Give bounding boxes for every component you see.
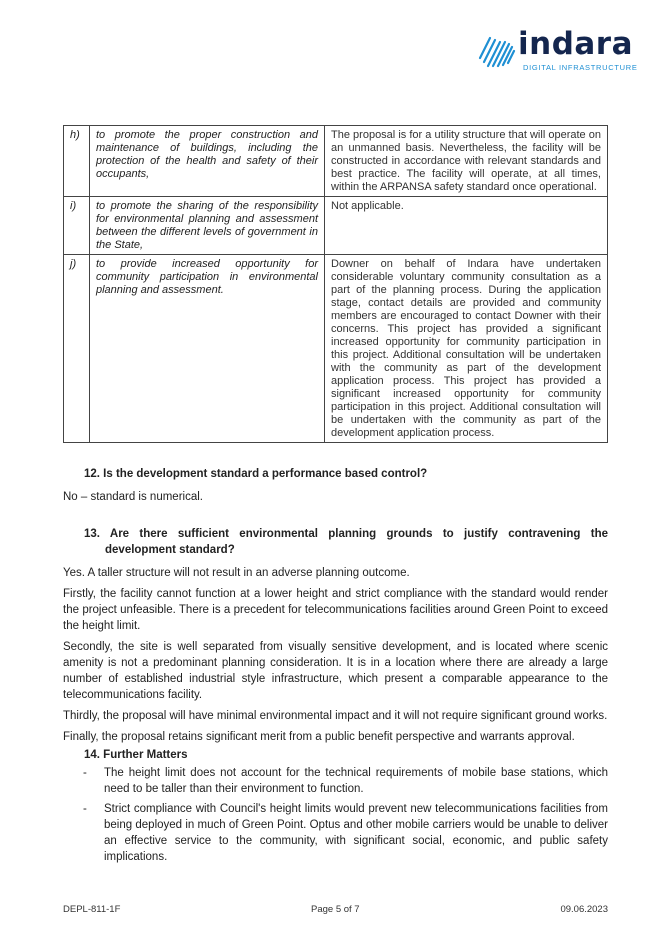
question-12-section [63, 466, 608, 510]
indara-logo [478, 26, 638, 72]
criterion-text: to promote the sharing of the responsibility for environmental planning and assessment between the different levels of government in the State, [90, 197, 325, 255]
question-12-heading: 12. Is the development standard a performance based control? [84, 468, 428, 480]
page-number: Page 5 of 7 [311, 904, 360, 915]
response-text: The proposal is for a utility structure that will operate on an unmanned basis. Nevertheless, the facility will be constructed in accordance with relevant standards and best practice. The facility will operate, at all times, within the ARPANSA safety standard once operational. [325, 126, 608, 197]
table-row [64, 126, 608, 197]
row-label: i) [64, 197, 90, 255]
question-12-answer: No – standard is numerical. [63, 491, 203, 503]
criteria-table [63, 125, 608, 443]
question-14-section [63, 747, 608, 869]
brand-tagline: DIGITAL INFRASTRUCTURE [523, 63, 638, 72]
question-13-section [63, 526, 608, 750]
further-matters-list [63, 765, 608, 865]
criterion-text: to provide increased opportunity for community participation in environmental planning and assessment. [90, 255, 325, 443]
question-13-paragraph: Firstly, the facility cannot function at a lower height and strict compliance with the standard would render the project unfeasible. There is a precedent for telecommunications facilities around Green Point to exceed the height limit. [63, 588, 608, 632]
list-item: - Strict compliance with Council's height limits would prevent new telecommunications facilities from being deployed in much of Green Point. Optus and other mobile carriers would be unable to deliver an effective service to the community, with significant social, economic, and public safety implications. [63, 801, 608, 865]
criterion-text: to promote the proper construction and maintenance of buildings, including the protection of the health and safety of their occupants, [90, 126, 325, 197]
table-row [64, 197, 608, 255]
question-13-heading: 13. Are there sufficient environmental planning grounds to justify contravening the development standard? [84, 528, 608, 556]
question-13-paragraph: Secondly, the site is well separated from visually sensitive development, and is located where scenic amenity is not a predominant planning consideration. It is in a location where there are already a large number of established industrial style infrastructure, which present a comparable appearance to the telecommunications facility. [63, 641, 608, 701]
indara-stripes-icon [478, 30, 518, 70]
question-13-paragraph: Yes. A taller structure will not result in an adverse planning outcome. [63, 567, 410, 579]
row-label: j) [64, 255, 90, 443]
brand-name: indara [518, 26, 634, 62]
table-row [64, 255, 608, 443]
document-reference: DEPL-811-1F [63, 904, 121, 915]
response-text: Downer on behalf of Indara have undertaken considerable voluntary community consultation as a part of the planning process. During the application stage, contact details are provided and community members are encouraged to contact Downer with their concerns. This project has provided a significant increased opportunity for community participation in this project. Additional consultation will be undertaken with the community as part of the development application process. This project has provided a significant increased opportunity for community participation in this project. Additional consultation will be undertaken with the community as part of the development application process. [325, 255, 608, 443]
response-text: Not applicable. [325, 197, 608, 255]
question-13-paragraph: Thirdly, the proposal will have minimal environmental impact and it will not require significant ground works. [63, 710, 608, 722]
list-item: - The height limit does not account for the technical requirements of mobile base stations, which need to be taller than their environment to function. [63, 765, 608, 797]
question-13-paragraph: Finally, the proposal retains significant merit from a public benefit perspective and warrants approval. [63, 731, 575, 743]
row-label: h) [64, 126, 90, 197]
question-14-heading: 14. Further Matters [84, 749, 188, 761]
document-date: 09.06.2023 [560, 904, 608, 915]
